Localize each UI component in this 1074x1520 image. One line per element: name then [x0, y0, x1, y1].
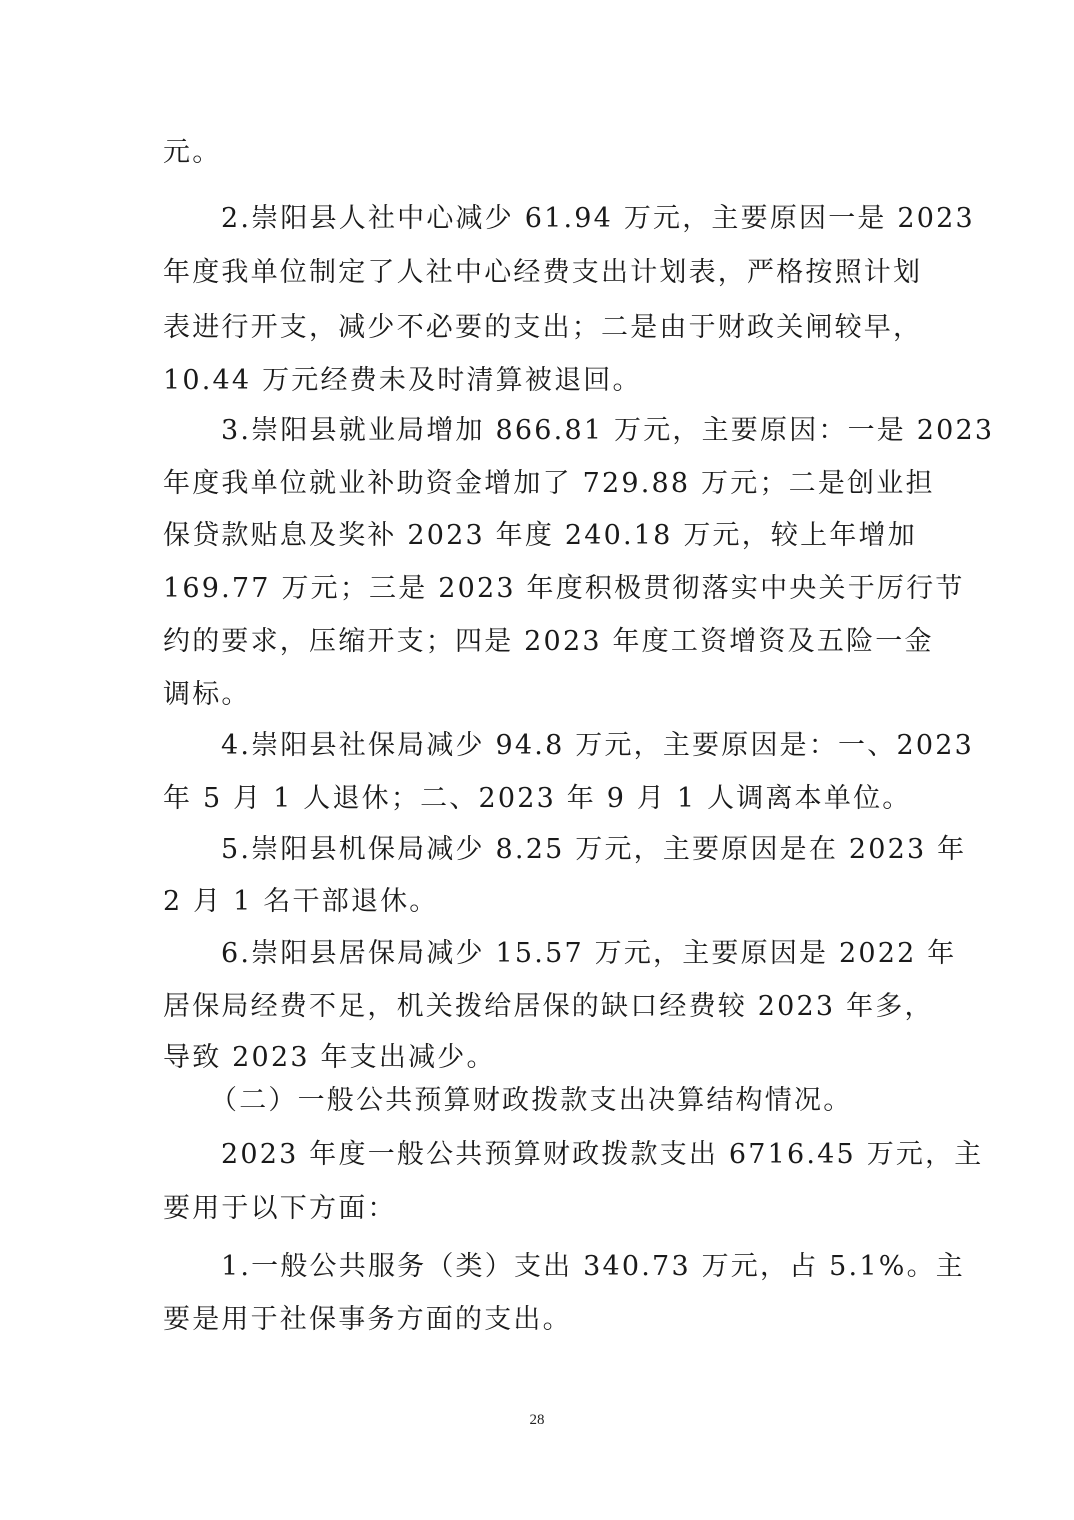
- paragraph-2-line-1: 2.崇阳县人社中心减少 61.94 万元，主要原因一是 2023: [221, 203, 975, 234]
- text-line: 调标。: [163, 679, 251, 710]
- text-line: 年 5 月 1 人退休；二、2023 年 9 月 1 人调离本单位。: [163, 783, 912, 814]
- text-line: 年度我单位就业补助资金增加了 729.88 万元；二是创业担: [163, 468, 935, 499]
- text-line: 10.44 万元经费未及时清算被退回。: [163, 365, 642, 396]
- paragraph-7-line-1: 2023 年度一般公共预算财政拨款支出 6716.45 万元，主: [221, 1139, 984, 1170]
- text-line: 导致 2023 年支出减少。: [163, 1042, 496, 1073]
- paragraph-3-line-1: 3.崇阳县就业局增加 866.81 万元，主要原因：一是 2023: [221, 415, 995, 446]
- text-line: 保贷款贴息及奖补 2023 年度 240.18 万元，较上年增加: [163, 520, 917, 551]
- paragraph-6-line-1: 6.崇阳县居保局减少 15.57 万元，主要原因是 2022 年: [221, 938, 957, 969]
- section-heading: （二）一般公共预算财政拨款支出决算结构情况。: [210, 1085, 853, 1116]
- text-line: 居保局经费不足，机关拨给居保的缺口经费较 2023 年多，: [163, 991, 934, 1022]
- paragraph-5-line-1: 5.崇阳县机保局减少 8.25 万元，主要原因是在 2023 年: [221, 834, 967, 865]
- text-line: 169.77 万元；三是 2023 年度积极贯彻落实中央关于厉行节: [163, 573, 965, 604]
- text-line: 元。: [163, 137, 222, 168]
- text-line: 要用于以下方面：: [163, 1193, 397, 1224]
- text-line: 约的要求，压缩开支；四是 2023 年度工资增资及五险一金: [163, 626, 934, 657]
- text-line: 要是用于社保事务方面的支出。: [163, 1304, 572, 1335]
- text-line: 2 月 1 名干部退休。: [163, 886, 439, 917]
- text-line: 表进行开支，减少不必要的支出；二是由于财政关闸较早，: [163, 312, 923, 343]
- paragraph-4-line-1: 4.崇阳县社保局减少 94.8 万元，主要原因是：一、2023: [221, 730, 974, 761]
- text-line: 年度我单位制定了人社中心经费支出计划表，严格按照计划: [163, 257, 923, 288]
- page-number: 28: [529, 1412, 545, 1428]
- paragraph-8-line-1: 1.一般公共服务（类）支出 340.73 万元，占 5.1%。主: [221, 1251, 965, 1282]
